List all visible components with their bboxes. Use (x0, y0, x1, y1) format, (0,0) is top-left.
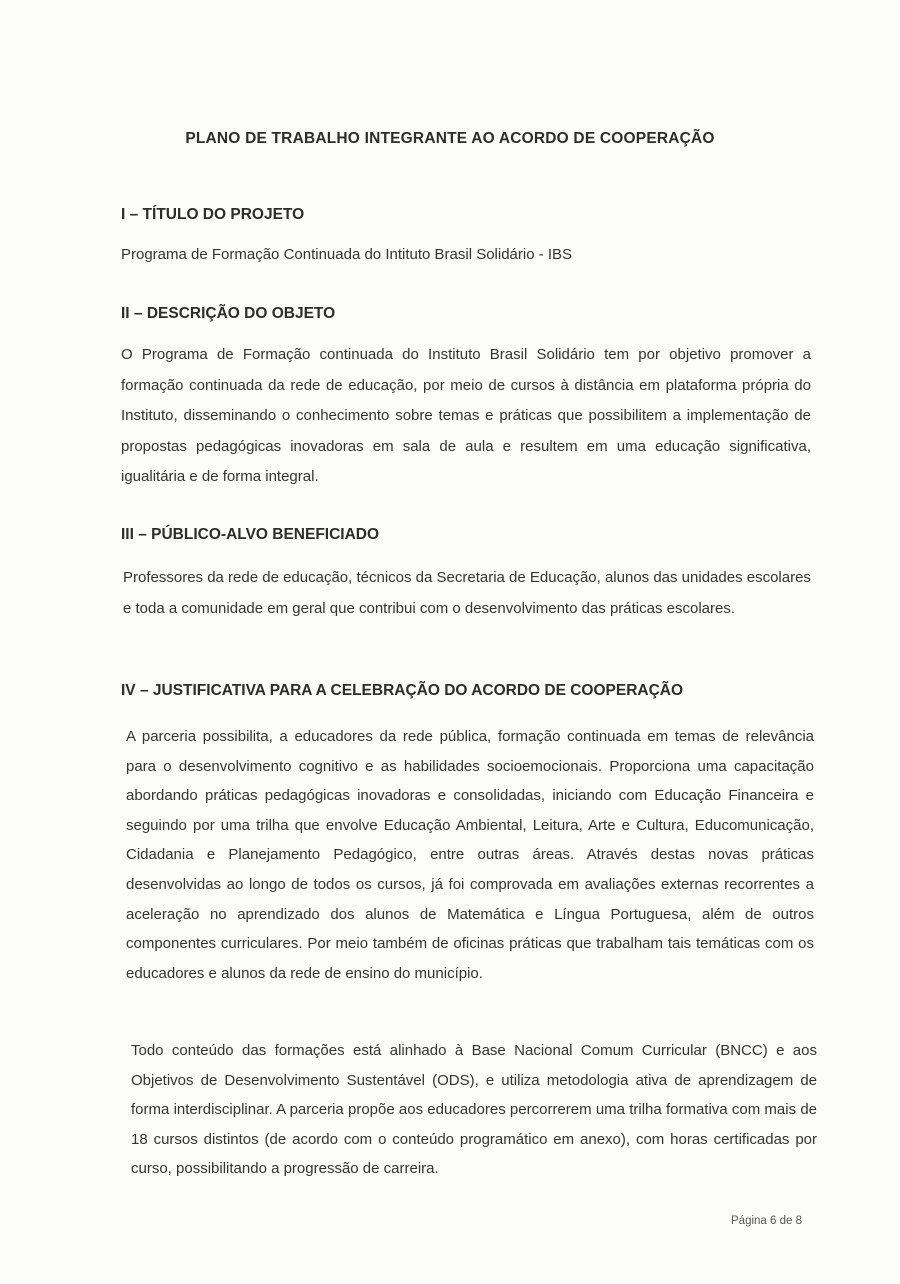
document-title: PLANO DE TRABALHO INTEGRANTE AO ACORDO DE COOPERAÇÃO (185, 130, 715, 147)
project-title-text: Programa de Formação Continuada do Intituto Brasil Solidário - IBS (121, 246, 573, 263)
section-heading-titulo: I – TÍTULO DO PROJETO (121, 206, 305, 223)
target-audience-paragraph: Professores da rede de educação, técnicos da Secretaria de Educação, alunos das unidades escolares e toda a comunidade em geral que contribui com o desenvolvimento das práticas escolares. (123, 569, 811, 617)
section-heading-publico-alvo: III – PÚBLICO-ALVO BENEFICIADO (121, 526, 380, 543)
section-heading-justificativa: IV – JUSTIFICATIVA PARA A CELEBRAÇÃO DO ACORDO DE COOPERAÇÃO (121, 682, 684, 699)
justification-paragraph-2: Todo conteúdo das formações está alinhado à Base Nacional Comum Curricular (BNCC) e aos Objetivos de Desenvolvimento Sustentável (ODS), e utiliza metodologia ativa de aprendizagem de forma interdisciplinar. A parceria propõe aos educadores percorrerem uma trilha formativa com mais de 18 cursos distintos (de acordo com o conteúdo programático em anexo), com horas certificadas por curso, possibilitando a progressão de carreira. (131, 1042, 817, 1178)
page-number: Página 6 de 8 (731, 1215, 802, 1227)
description-paragraph: O Programa de Formação continuada do Instituto Brasil Solidário tem por objetivo promover a formação continuada da rede de educação, por meio de cursos à distância em plataforma própria do Instituto, disseminando o conhecimento sobre temas e práticas que possibilitem a implementação de propostas pedagógicas inovadoras em sala de aula e resultem em uma educação significativa, igualitária e de forma integral. (121, 346, 811, 485)
justification-paragraph-1: A parceria possibilita, a educadores da rede pública, formação continuada em temas de relevância para o desenvolvimento cognitivo e as habilidades socioemocionais. Proporciona uma capacitação abordando práticas pedagógicas inovadoras e consolidadas, iniciando com Educação Financeira e seguindo por uma trilha que envolve Educação Ambiental, Leitura, Arte e Cultura, Educomunicação, Cidadania e Planejamento Pedagógico, entre outras áreas. Através destas novas práticas desenvolvidas ao longo de todos os cursos, já foi comprovada em avaliações externas recorrentes a aceleração no aprendizado dos alunos de Matemática e Língua Portuguesa, além de outros componentes curriculares. Por meio também de oficinas práticas que trabalham tais temáticas com os educadores e alunos da rede de ensino do município. (126, 728, 814, 982)
section-heading-descricao: II – DESCRIÇÃO DO OBJETO (121, 305, 336, 322)
